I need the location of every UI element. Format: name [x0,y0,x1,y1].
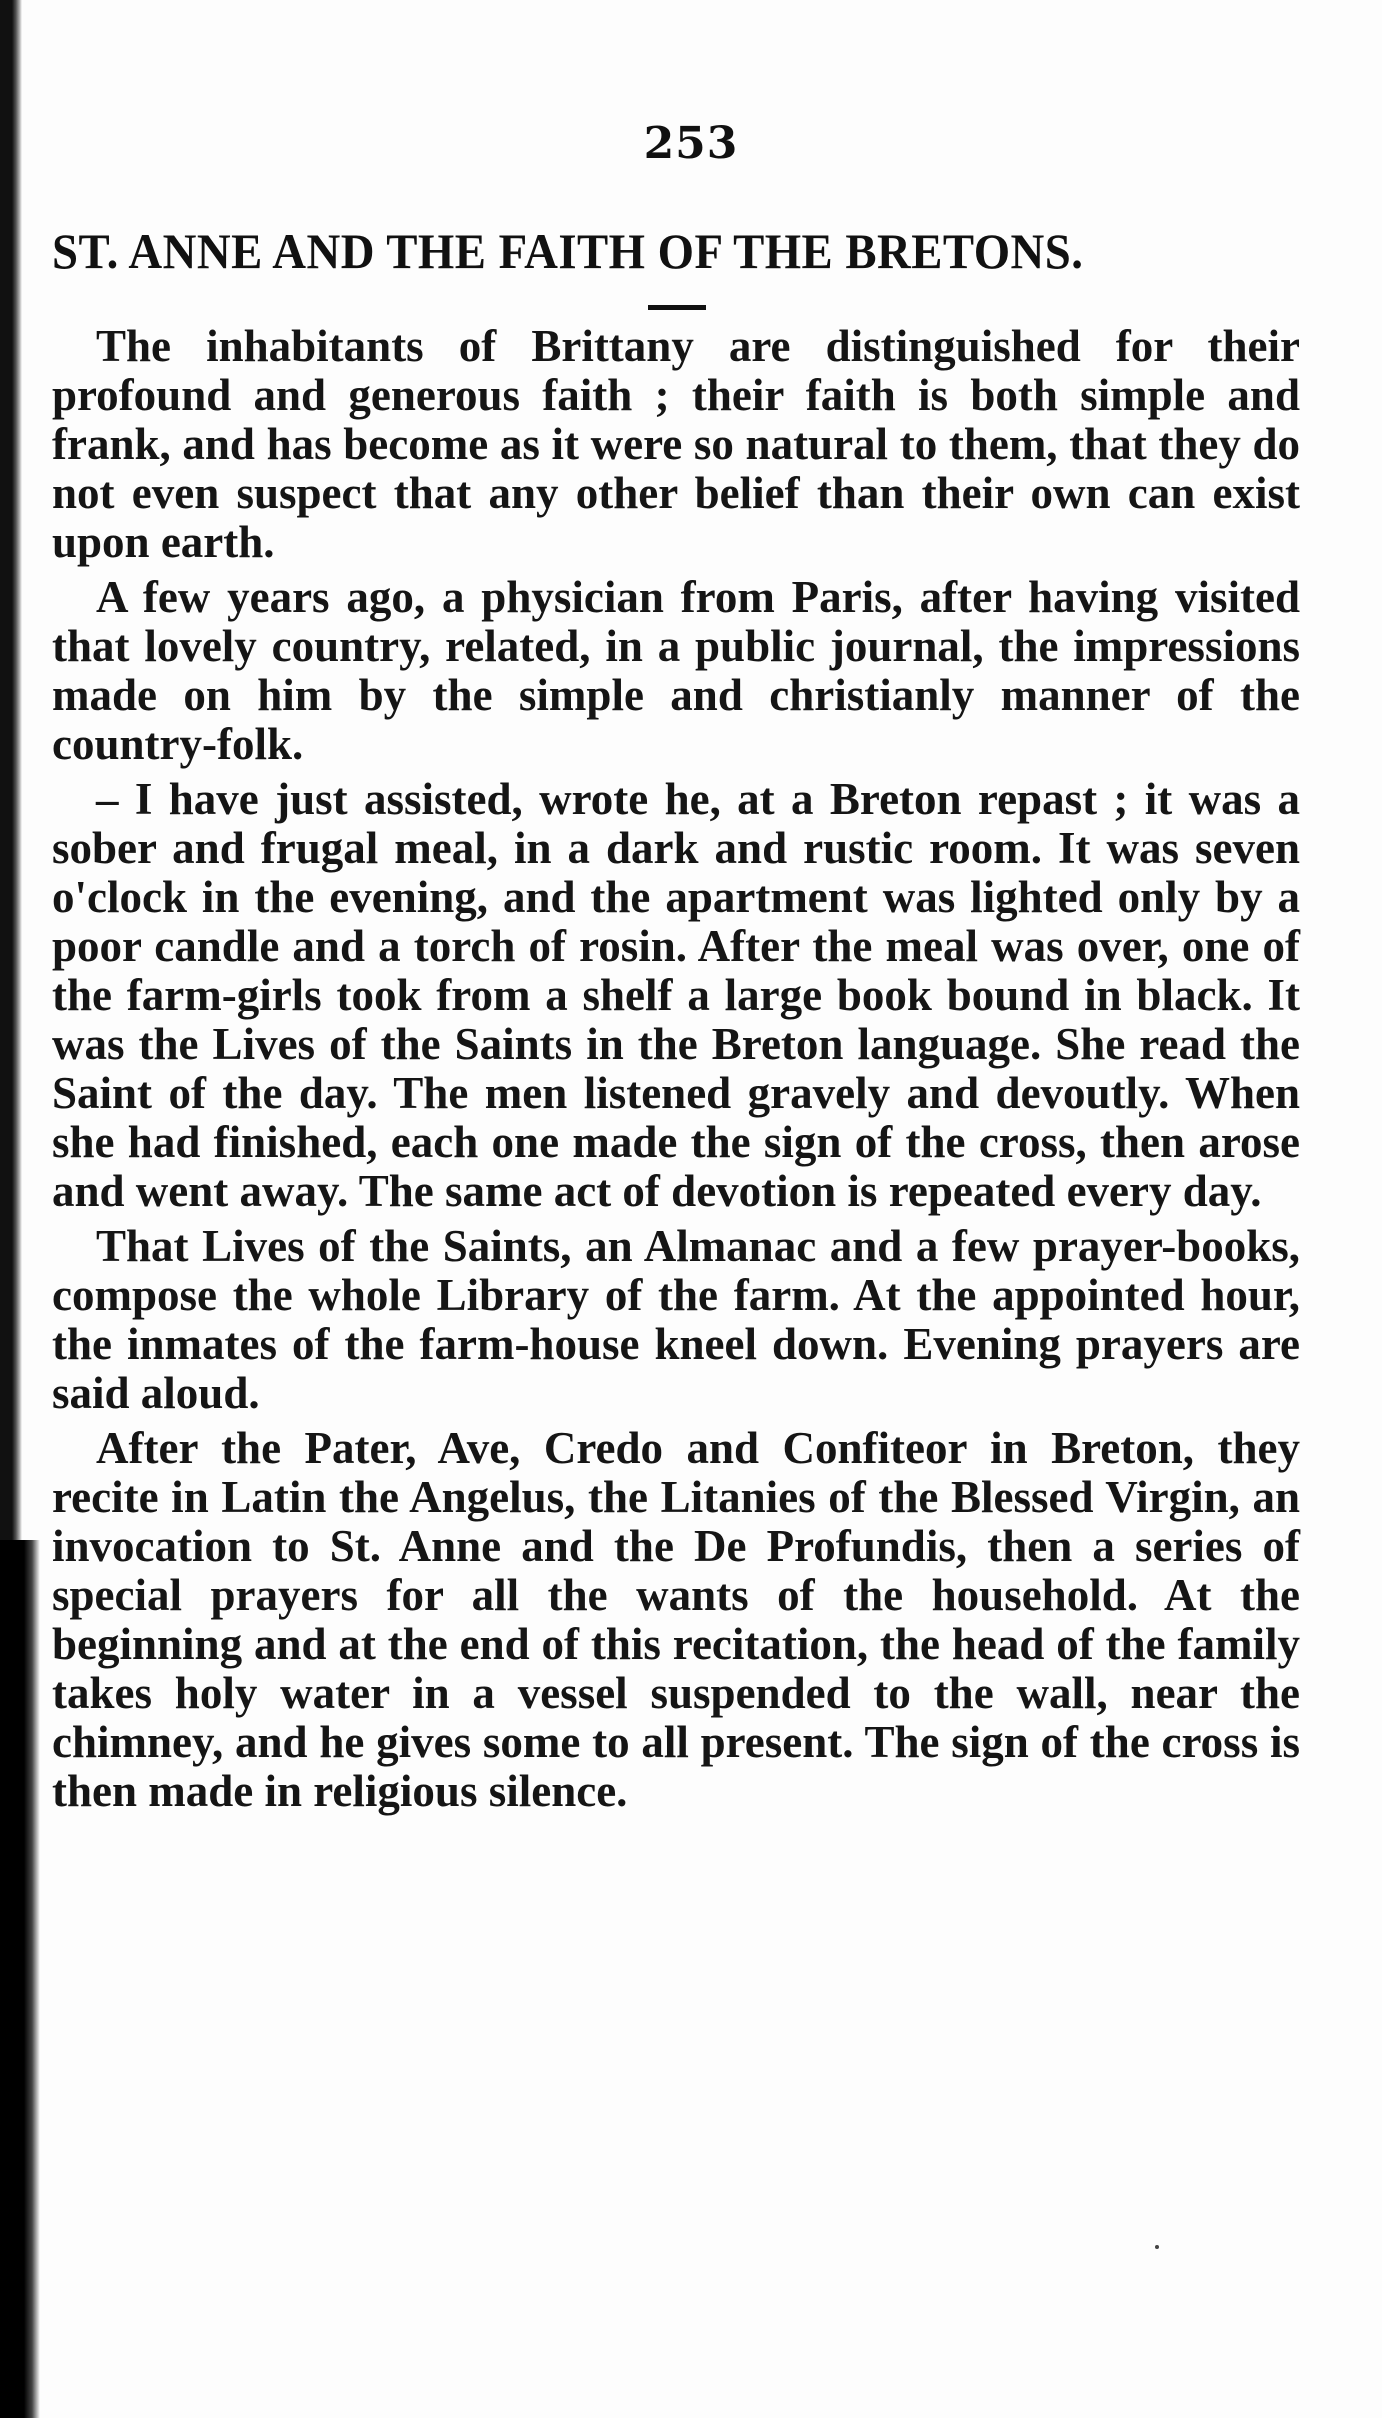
paragraph-1: The inhabitants of Brittany are distinguished for their profound and generous faith ; their faith is both simple and frank, and has become as it were so natural to them, that they do not even suspect that any other belief than their own can exist upon earth. [52,321,1300,567]
paragraph-5: After the Pater, Ave, Credo and Confiteor in Breton, they recite in Latin the Angelus, the Litanies of the Blessed Virgin, an invocation to St. Anne and the De Profundis, then a series of special prayers for all the wants of the household. At the beginning and at the end of this recitation, the head of the family takes holy water in a vessel suspended to the wall, near the chimney, and he gives some to all present. The sign of the cross is then made in religious silence. [52,1423,1300,1816]
paragraph-4: That Lives of the Saints, an Almanac and a few prayer-books, compose the whole Library of the farm. At the appointed hour, the inmates of the farm-house kneel down. Evening prayers are said aloud. [52,1221,1300,1418]
page-binding-shadow [0,1540,40,2418]
paragraph-2: A few years ago, a physician from Paris, after having visited that lovely country, related, in a public journal, the impressions made on him by the simple and christianly manner of the country-folk. [52,572,1300,769]
article-title: ST. ANNE AND THE FAITH OF THE BRETONS. [52,223,1084,279]
paragraph-3: – I have just assisted, wrote he, at a Breton repast ; it was a sober and frugal meal, in a dark and rustic room. It was seven o'clock in the evening, and the apartment was lighted only by a poor candle and a torch of rosin. After the meal was over, one of the farm-girls took from a shelf a large book bound in black. It was the Lives of the Saints in the Breton language. She read the Saint of the day. The men listened gravely and devoutly. When she had finished, each one made the sign of the cross, then arose and went away. The same act of devotion is repeated every day. [52,774,1300,1216]
scan-speck [1155,2245,1159,2249]
article-body [52,322,1300,1816]
title-divider [648,305,706,310]
page-number: 253 [643,118,739,169]
